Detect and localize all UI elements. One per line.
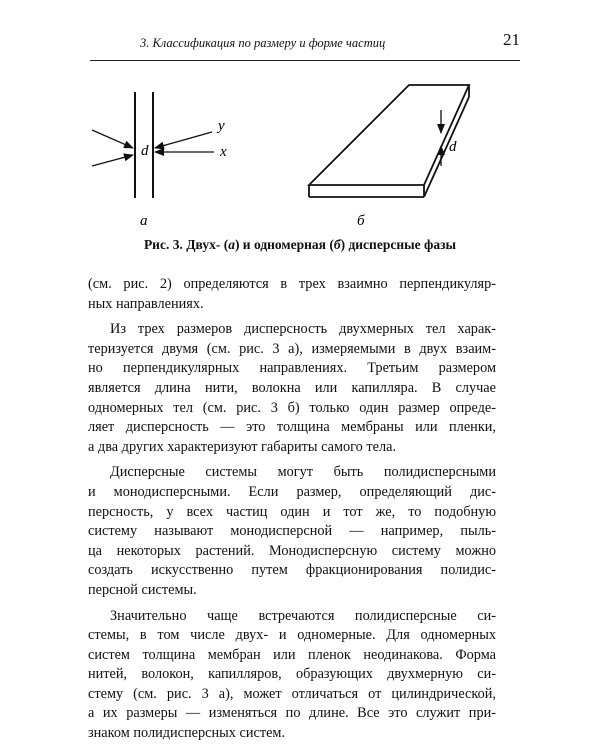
figure-a-left-arrows (92, 130, 133, 166)
text-line: Значительно чаще встречаются полидисперсные си- (110, 607, 496, 624)
figure-b-plate (309, 85, 469, 197)
text-line: систем толщина мембран или пленок неодинакова. Форма (88, 646, 496, 663)
text-line: знаком полидисперсных систем. (88, 725, 286, 742)
figure-a-label: а (140, 213, 148, 229)
caption-prefix: Рис. 3. Двух- ( (143, 237, 229, 252)
text-line: персной системы. (88, 581, 197, 598)
figure-a-right-arrows (155, 132, 214, 152)
text-line: стему (см. рис. 3 а), может отличаться от цилиндрической, (88, 685, 496, 702)
caption-b: б (333, 237, 341, 252)
text-line: персность, у всех частиц один и тот же, то подобную (88, 503, 496, 520)
paragraph (88, 463, 496, 600)
figure-3 (0, 62, 600, 262)
text-line: (см. рис. 2) определяются в трех взаимно перпендикуляр- (88, 276, 496, 292)
paragraph (88, 320, 496, 457)
paragraph (88, 275, 496, 314)
text-line: и монодисперсными. Если размер, определяющий дис- (88, 483, 496, 500)
figure-b-label-d: d (449, 139, 457, 155)
text-line: Из трех размеров дисперсность двухмерных тел харак- (110, 321, 496, 338)
text-line: создать искусственно путем фракционирования полидис- (88, 562, 496, 579)
caption-suffix: ) дисперсные фазы (340, 237, 457, 252)
text-line: нитей, волокон, капилляров, образующих двухмерную си- (88, 666, 496, 683)
caption-mid: ) и одномерная ( (234, 237, 334, 252)
caption-a: а (228, 237, 235, 252)
figure-a-label-x: x (220, 144, 227, 160)
body-text (88, 275, 496, 750)
figure-b-label: б (357, 213, 365, 229)
text-line: Дисперсные системы могут быть полидисперсными (110, 464, 496, 481)
paragraph (88, 607, 496, 744)
page-number: 21 (503, 30, 520, 49)
figure-a-label-d: d (141, 143, 149, 159)
text-line: а два других характеризуют габариты самого тела. (88, 438, 397, 455)
text-line: а их размеры — изменяться по длине. Все это служит при- (88, 705, 496, 722)
text-line: является длина нити, волокна или капилляра. В случае (88, 379, 496, 396)
text-line: ца некоторых растений. Монодисперсную систему можно (88, 542, 496, 559)
text-line: ных направлениях. (88, 295, 204, 312)
running-title: 3. Классификация по размеру и форме частиц (140, 36, 386, 50)
figure-caption (0, 237, 600, 253)
text-line: систему называют монодисперсной — например, пыль- (88, 523, 496, 540)
figure-a-label-y: y (218, 118, 225, 134)
text-line: одномерных тел (см. рис. 3 б) только один размер опреде- (88, 399, 496, 416)
text-line: но перпендикулярных направлениях. Третьим размером (88, 360, 496, 377)
text-line: стемы, в том числе двух- и одномерные. Для одномерных (88, 627, 496, 644)
text-line: ляет дисперсность — это толщина мембраны или пленки, (88, 419, 496, 436)
figure-3-drawing (0, 62, 600, 242)
text-line: теризуется двумя (см. рис. 3 а), измеряемыми в двух взаим- (88, 340, 496, 357)
running-head (90, 26, 520, 61)
